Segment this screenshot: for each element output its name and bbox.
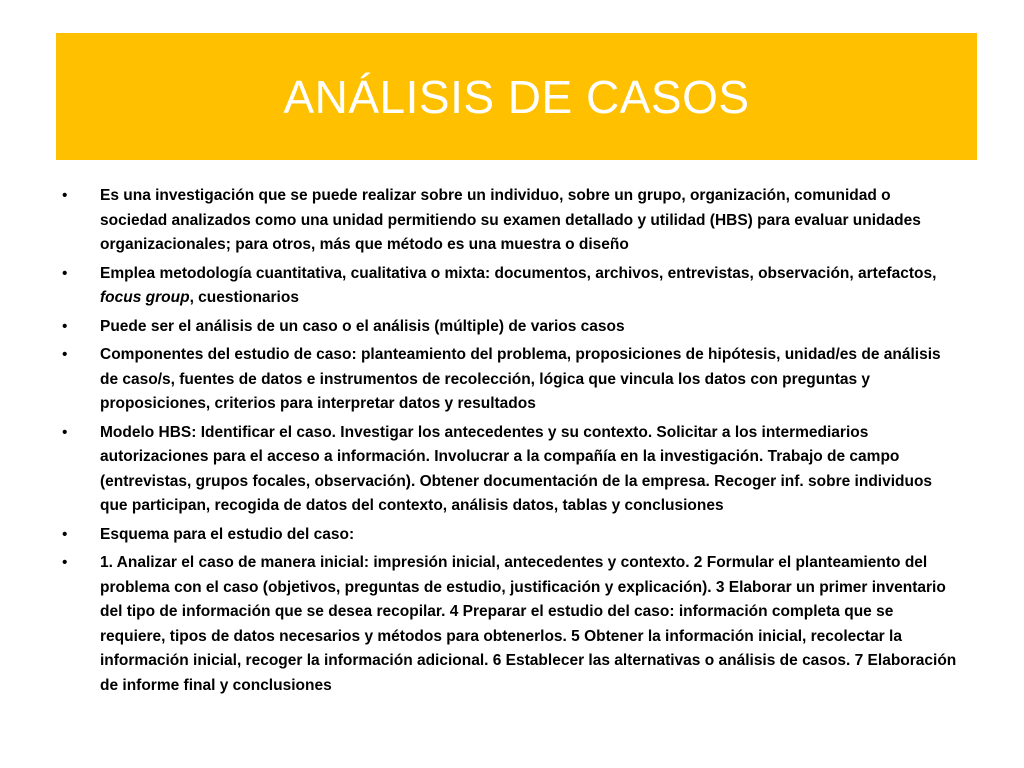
bullet-list bbox=[62, 184, 962, 698]
bullet-text: Puede ser el análisis de un caso o el análisis (múltiple) de varios casos bbox=[100, 317, 625, 335]
bullet-icon: • bbox=[62, 264, 68, 282]
title-banner bbox=[56, 33, 977, 160]
slide-title: ANÁLISIS DE CASOS bbox=[283, 70, 750, 123]
bullet-text-before: Emplea metodología cuantitativa, cualitativa o mixta: documentos, archivos, entrevistas, observación, artefactos, bbox=[100, 264, 937, 282]
bullet-item-single-multiple bbox=[62, 315, 962, 340]
bullet-item-methodology bbox=[62, 262, 962, 311]
bullet-text: Modelo HBS: Identificar el caso. Investigar los antecedentes y su contexto. Solicitar a los intermediarios autorizaciones para el acceso a información. Involucrar a la compañía en la investigación. Trabajo de campo (entrevistas, grupos focales, observación). Obtener documentación de la empresa. Recoger inf. sobre individuos que participan, recogida de datos del contexto, análisis datos, tablas y conclusiones bbox=[100, 423, 933, 514]
bullet-text: Es una investigación que se puede realizar sobre un individuo, sobre un grupo, organización, comunidad o sociedad analizados como una unidad permitiendo su examen detallado y utilidad (HBS) para evaluar unidades organizacionales; para otros, más que método es una muestra o diseño bbox=[100, 187, 921, 253]
bullet-icon: • bbox=[62, 317, 68, 335]
bullet-text: Esquema para el estudio del caso: bbox=[100, 525, 355, 543]
bullet-icon: • bbox=[62, 554, 68, 571]
bullet-icon: • bbox=[62, 187, 68, 204]
bullet-item-steps bbox=[62, 551, 962, 698]
bullet-item-scheme bbox=[62, 523, 962, 548]
slide-body bbox=[62, 184, 962, 702]
bullet-icon: • bbox=[62, 423, 68, 441]
bullet-item-components bbox=[62, 343, 962, 417]
bullet-text-italic: focus group bbox=[100, 289, 190, 306]
bullet-icon: • bbox=[62, 346, 68, 363]
bullet-item-hbs-model bbox=[62, 421, 962, 519]
bullet-text: 1. Analizar el caso de manera inicial: impresión inicial, antecedentes y contexto. 2 Formular el planteamiento del problema con el caso (objetivos, preguntas de estudio, justificación y explicación). 3 Elaborar un primer inventario del tipo de información que se desea recopilar. 4 Preparar el estudio del caso: información completa que se requiere, tipos de datos necesarios y métodos para obtenerlos. 5 Obtener la información inicial, recolectar la información inicial, recoger la información adicional. 6 Establecer las alternativas o análisis de casos. 7 Elaboración de informe final y conclusiones bbox=[100, 554, 957, 694]
bullet-text-after: , cuestionarios bbox=[189, 289, 299, 306]
bullet-item-definition bbox=[62, 184, 962, 258]
bullet-icon: • bbox=[62, 525, 68, 543]
bullet-text: Componentes del estudio de caso: planteamiento del problema, proposiciones de hipótesis, unidad/es de análisis de caso/s, fuentes de datos e instrumentos de recolección, lógica que vincula los datos con preguntas y proposiciones, criterios para interpretar datos y resultados bbox=[100, 346, 941, 412]
